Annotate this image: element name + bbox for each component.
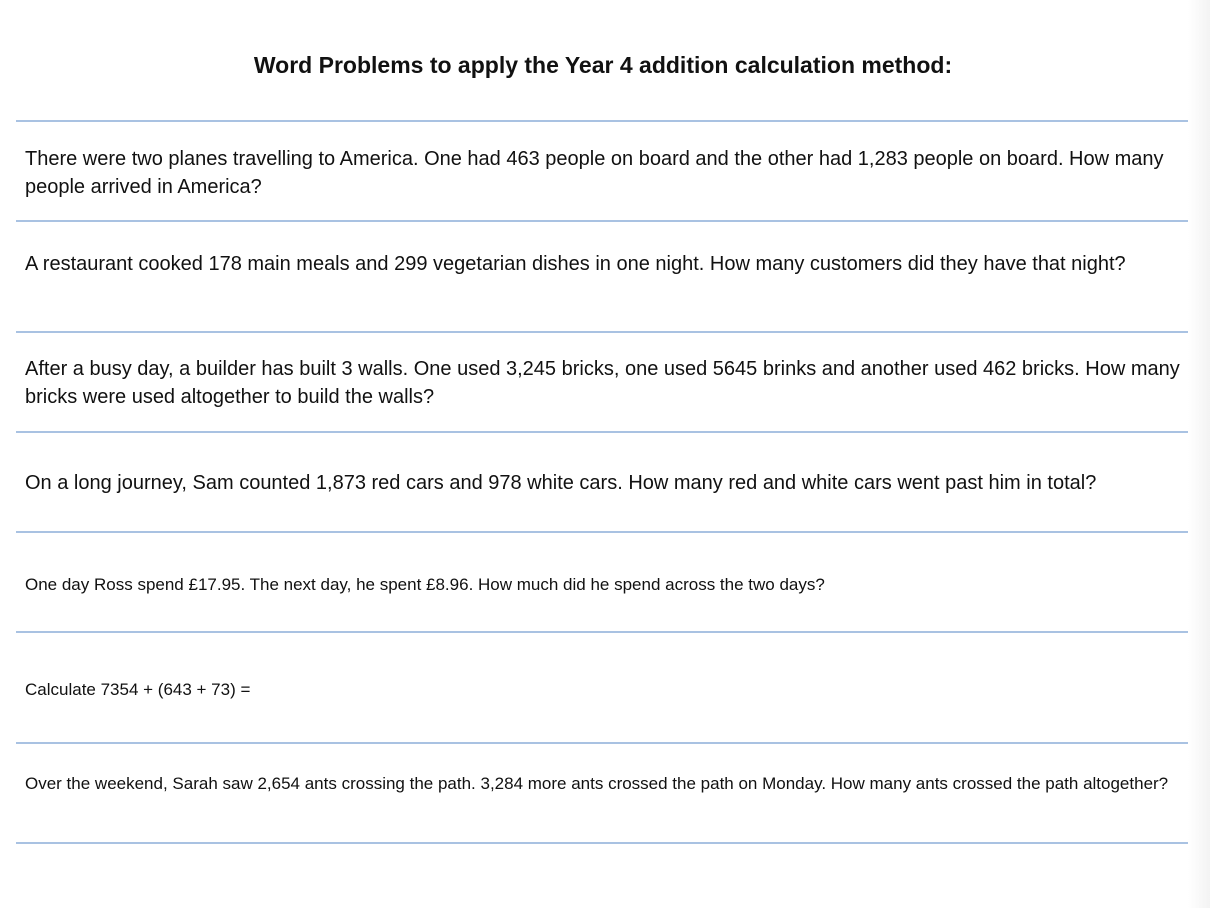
problem-6-text: Calculate 7354 + (643 + 73) =: [25, 680, 251, 699]
divider-line: [16, 842, 1188, 844]
divider-line: [16, 631, 1188, 633]
divider-line: [16, 331, 1188, 333]
problem-7-text: Over the weekend, Sarah saw 2,654 ants crossing the path. 3,284 more ants crossed the path on Monday. How many ants crossed the path altogether?: [25, 774, 1169, 793]
problem-3-text: After a busy day, a builder has built 3 walls. One used 3,245 bricks, one used 5645 brinks and another used 462 bricks. How many bricks were used altogether to build the walls?: [25, 358, 1180, 408]
problem-2-text: A restaurant cooked 178 main meals and 299 vegetarian dishes in one night. How many customers did they have that night?: [25, 253, 1126, 275]
divider-line: [16, 742, 1188, 744]
problem-5-text: One day Ross spend £17.95. The next day, he spent £8.96. How much did he spend across the two days?: [25, 575, 825, 594]
page-title: Word Problems to apply the Year 4 addition calculation method:: [253, 52, 953, 78]
divider-line: [16, 120, 1188, 122]
divider-line: [16, 220, 1188, 222]
divider-line: [16, 531, 1188, 533]
problem-4-text: On a long journey, Sam counted 1,873 red cars and 978 white cars. How many red and white cars went past him in total?: [25, 472, 1097, 494]
problem-1-text: There were two planes travelling to America. One had 463 people on board and the other had 1,283 people on board. How many people arrived in America?: [25, 148, 1164, 198]
divider-line: [16, 431, 1188, 433]
page-edge-shade: [1188, 0, 1210, 908]
